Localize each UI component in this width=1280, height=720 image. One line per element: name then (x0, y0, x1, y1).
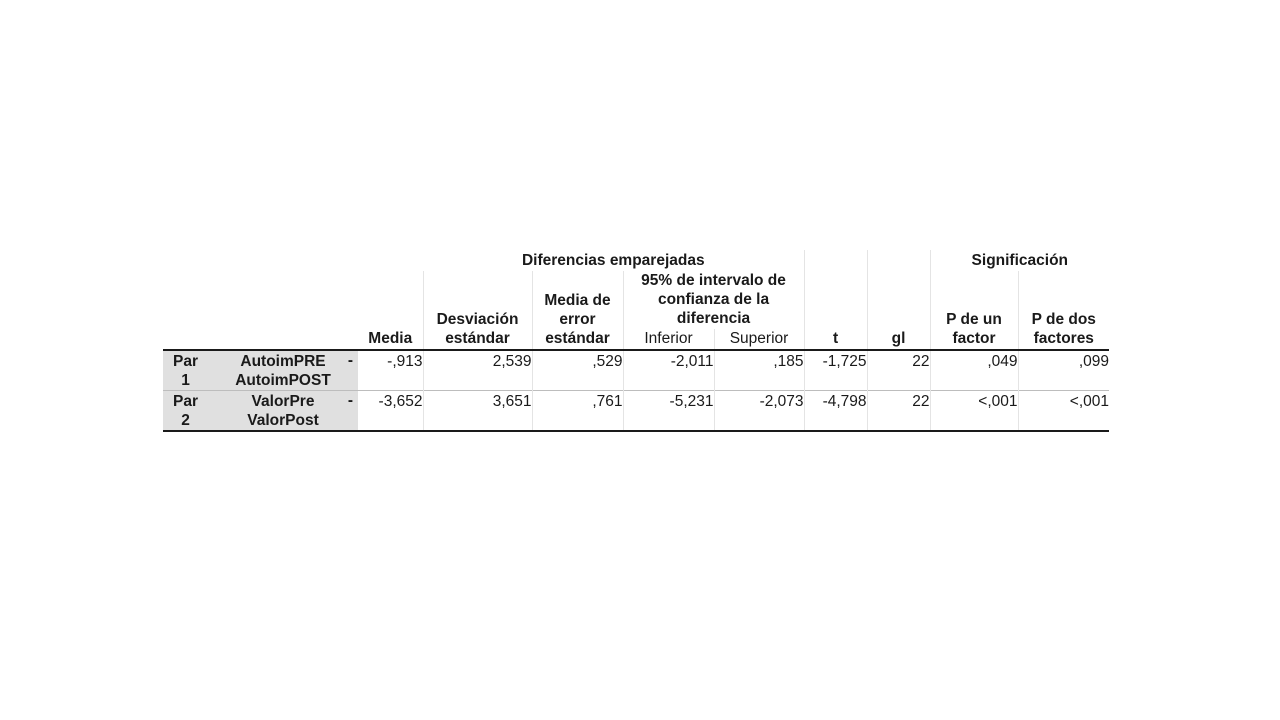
cell-desviacion: 3,651 (423, 391, 532, 432)
cell-gl: 22 (867, 350, 930, 391)
header-ci-line2: confianza de la (657, 291, 770, 308)
header-media-error-line2: error (559, 311, 596, 328)
header-media: Media (368, 330, 413, 347)
cell-media-error: ,761 (532, 391, 623, 432)
row-variables (208, 391, 358, 432)
cell-p-two-factors: <,001 (1018, 391, 1109, 432)
header-desviacion-line2: estándar (445, 330, 510, 347)
row-variable-1: AutoimPRE (240, 353, 326, 370)
row-label (163, 350, 208, 391)
header-superior: Superior (714, 329, 804, 350)
cell-p-one-factor: ,049 (930, 350, 1018, 391)
table-row (163, 391, 1109, 432)
row-dash: - (347, 352, 353, 369)
cell-media: -3,652 (358, 391, 423, 432)
header-p-two-line1: P de dos (1031, 311, 1096, 328)
header-gl: gl (867, 271, 930, 350)
row-label-line1: Par (173, 353, 198, 370)
cell-inferior: -5,231 (623, 391, 714, 432)
header-desviacion-line1: Desviación (436, 311, 519, 328)
header-blank (163, 250, 423, 271)
header-ci-line3: diferencia (676, 310, 751, 327)
row-label-line2: 1 (181, 372, 190, 389)
cell-superior: -2,073 (714, 391, 804, 432)
header-group-row (163, 250, 1109, 271)
header-significance: Significación (930, 250, 1109, 271)
cell-p-two-factors: ,099 (1018, 350, 1109, 391)
header-t: t (804, 271, 867, 350)
header-media-error-line3: estándar (545, 330, 610, 347)
row-variable-1: ValorPre (251, 393, 315, 410)
header-t-spacer (804, 250, 867, 271)
header-p-one-line2: factor (952, 330, 996, 347)
cell-t: -4,798 (804, 391, 867, 432)
row-dash: - (347, 392, 353, 409)
header-media-error-line1: Media de (544, 292, 611, 309)
header-columns-row (163, 271, 1109, 329)
cell-superior: ,185 (714, 350, 804, 391)
header-blank-labels (163, 271, 358, 350)
cell-inferior: -2,011 (623, 350, 714, 391)
row-variables (208, 350, 358, 391)
cell-gl: 22 (867, 391, 930, 432)
header-confidence-interval (623, 271, 804, 329)
header-p-one-factor (930, 271, 1018, 350)
row-variable-2: AutoimPOST (235, 372, 331, 389)
cell-media: -,913 (358, 350, 423, 391)
row-label-line1: Par (173, 393, 198, 410)
cell-desviacion: 2,539 (423, 350, 532, 391)
cell-t: -1,725 (804, 350, 867, 391)
header-gl-spacer (867, 250, 930, 271)
cell-p-one-factor: <,001 (930, 391, 1018, 432)
header-ci-line1: 95% de intervalo de (641, 272, 786, 289)
header-media-error (532, 271, 623, 350)
header-p-one-line1: P de un (946, 311, 1002, 328)
header-p-two-line2: factores (1033, 330, 1094, 347)
header-desviacion (423, 271, 532, 350)
row-label (163, 391, 208, 432)
header-p-two-factors (1018, 271, 1109, 350)
header-paired-differences: Diferencias emparejadas (521, 252, 705, 269)
cell-media-error: ,529 (532, 350, 623, 391)
row-label-line2: 2 (181, 412, 190, 429)
paired-samples-test-table (163, 250, 1109, 432)
row-variable-2: ValorPost (247, 412, 319, 429)
table-row (163, 350, 1109, 391)
header-inferior: Inferior (623, 329, 714, 350)
